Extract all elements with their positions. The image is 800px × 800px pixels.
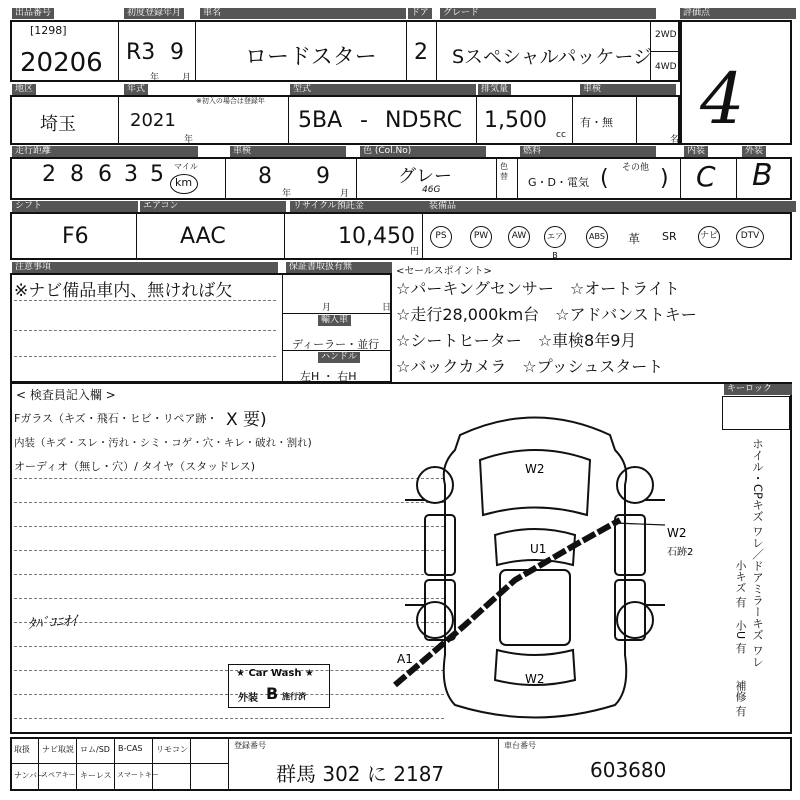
mileage-digit-4: 3 [124,162,138,187]
recycle-yen: 円 [410,247,420,257]
handwritten-note: ﾀﾊﾞｺﾆｵｲ [27,613,78,633]
chassis-no: 603680 [590,758,667,782]
fuel-other: その他 [622,163,650,173]
fuel-paren-close: ) [660,166,669,191]
reg-no: 群馬 302 に 2187 [276,762,445,786]
warranty-day: 日 [382,303,392,313]
side-text-3: 小U 有 [734,620,747,654]
car-hood [480,450,590,515]
inspection-line-1: Fガラス（キズ・飛石・ヒビ・リペア跡・ [14,412,218,425]
color-label: 色 (Col.No) [360,146,486,157]
sales-point-4: ☆バックカメラ ☆プッシュスタート [396,357,664,376]
fuel-label: 燃料 [520,146,656,157]
warranty-month: 月 [322,303,332,313]
inspection-year: 8 [258,164,272,189]
carwash-title: ★ Car Wash ★ [236,668,314,679]
recycle-fee: 10,450 [338,224,415,249]
footer-keyless-label: キーレス [80,771,112,780]
inspection-col-label: 車検 [580,84,676,95]
month-suffix: 月 [182,73,192,83]
footer-doc-label: 取扱 [14,745,30,754]
car-name-label: 車名 [200,8,406,19]
car-name: ロードスター [245,45,377,70]
color: グレー [398,166,452,187]
warranty-label: 保証書取扱有無 [286,262,392,273]
drive-2wd: 2WD [655,30,677,40]
lot-number: 20206 [20,48,103,78]
mileage-digit-5: 5 [150,162,164,187]
exterior-grade: B [752,158,773,193]
mileage-digit-2: 8 [70,162,84,187]
diagram-mark-1: W2 [525,462,545,476]
sales-point-3: ☆シートヒーター ☆車検8年9月 [396,331,637,350]
model-year-label: 年式 [124,84,148,95]
model-type-dash: - [360,108,368,133]
color-code: 46G [422,185,441,195]
mileage-unit-mile: マイル [174,162,198,171]
reg-no-label: 登録番号 [234,741,266,750]
inspection-title: < 検査員記入欄 > [16,388,116,402]
footer-spare-label: スペアキー [41,771,76,779]
equip-pw: PW [470,226,492,248]
chassis-label: 車台番号 [504,741,536,750]
diagram-mark-5: A1 [397,652,413,666]
mileage-unit-km: km [175,176,193,189]
mileage-label: 走行距離 [12,146,198,157]
carwash-exterior: 外装 [238,693,258,704]
inspection-year-suffix: 年 [282,189,292,199]
era: R3 [126,40,156,65]
aircon-label: エアコン [140,201,286,212]
model-type-code: ND5RC [385,108,462,133]
footer-remote-label: リモコン [156,745,188,754]
equip-abs: ABS [586,226,608,248]
first-reg-label: 初度登録年月 [124,8,184,19]
exterior-label: 外装 [742,146,766,157]
mileage-digit-3: 6 [98,162,112,187]
diagram-mark-3: W2 [667,526,687,540]
interior-label: 内装 [684,146,708,157]
door-left-front [425,515,455,575]
score-value: 4 [700,58,745,140]
displacement: 1,500 [484,108,547,133]
diagram-mark-2: U1 [530,542,547,556]
wheel-front-left [417,467,453,503]
model-year-note: ※初入の場合は登録年 [196,97,265,105]
wheel-rear-right [617,602,653,638]
equip-sunroof: SR [662,230,677,243]
equip-leather: 革 [628,232,641,246]
door-label: ドア [408,8,432,19]
interior-grade: C [696,160,716,193]
shift-label: シフト [12,201,138,212]
equip-airbag: エアB [544,226,566,248]
inspection-month: 9 [316,164,330,189]
handle-label: ハンドル [318,352,360,363]
inspection-line-3: オーディオ（無し・穴）/ タイヤ（スタッドレス) [14,460,256,473]
lot-prefix: [1298] [30,24,67,37]
fuel-paren-open: ( [600,166,609,191]
inspection-label: 車検 [230,146,346,157]
keylock-label: キーロック [724,384,792,395]
equip-dtv: DTV [736,226,764,248]
handle: 左H ・ 右H [300,370,357,383]
sales-points-label: <セールスポイント> [396,266,492,277]
reg-month: 9 [170,40,184,65]
sales-point-2: ☆走行28,000km台 ☆アドバンストキー [396,305,697,324]
wheel-rear-left [417,602,453,638]
equip-aw: AW [508,226,530,248]
carwash-done: 施行済 [282,692,306,701]
footer-smart-label: スマートキー [117,771,159,779]
wheel-front-right [617,467,653,503]
area-label: 地区 [12,84,36,95]
shift: F6 [62,224,89,249]
inspection-line-1-mark: X 要) [226,410,267,430]
year-suffix: 年 [150,73,160,83]
import-label: 輸入車 [318,315,351,326]
aircon: AAC [180,224,226,249]
diagram-mark-4: 石跡2 [667,547,694,558]
side-text-4: 補修 有 [734,680,747,717]
car-damage-diagram [375,405,695,730]
equip-ps: PS [430,226,452,248]
fuel-options: G・D・電気 [528,176,589,189]
name-mark: 名 [670,135,680,145]
inspection-line-2: 内装（キズ・スレ・汚れ・シミ・コゲ・穴・キレ・破れ・割れ) [14,437,312,449]
footer-plate-label: ナンバー [14,771,46,780]
side-text-2: 小キズ 有 [734,560,747,608]
mileage-digit-1: 2 [42,162,56,187]
score-label: 評価点 [680,8,796,19]
footer-navi-label: ナビ取説 [42,745,74,754]
model-type-prefix: 5BA [298,108,343,133]
area: 埼玉 [40,114,76,135]
color-change-label: 色替 [500,162,508,181]
equipment-label: 装備品 [426,201,796,212]
model-year: 2021 [130,110,176,131]
equip-navi: ナビ [698,226,720,248]
displacement-label: 排気量 [478,84,511,95]
inspection-yes-no: 有・無 [580,116,613,129]
footer-bcas-label: B-CAS [118,744,143,753]
inspection-month-suffix: 月 [340,189,350,199]
diagram-mark-6: W2 [525,672,545,686]
side-text-1: ホイル・CPキズ ワレ／ドアミラーキズ ワレ [751,438,765,668]
sales-point-1: ☆パーキングセンサー ☆オートライト [396,279,680,298]
displacement-unit: cc [556,130,566,140]
grade: Sスペシャルパッケージ [452,46,652,68]
recycle-label: リサイクル預託金 [290,201,426,212]
lot-label: 出品番号 [12,8,54,19]
keylock-box [722,396,790,430]
drive-4wd: 4WD [655,62,677,72]
import-type: ディーラー・並行 [292,338,380,351]
notes-label: 注意事項 [12,262,278,273]
doors: 2 [414,40,428,65]
carwash-grade: B [266,684,279,703]
model-year-mark: 年 [184,135,194,145]
footer-rom-label: ロム/SD [80,745,110,754]
grade-label: グレード [440,8,656,19]
note-text: ※ナビ備品車内、無ければ欠 [14,281,233,301]
model-type-label: 型式 [290,84,476,95]
